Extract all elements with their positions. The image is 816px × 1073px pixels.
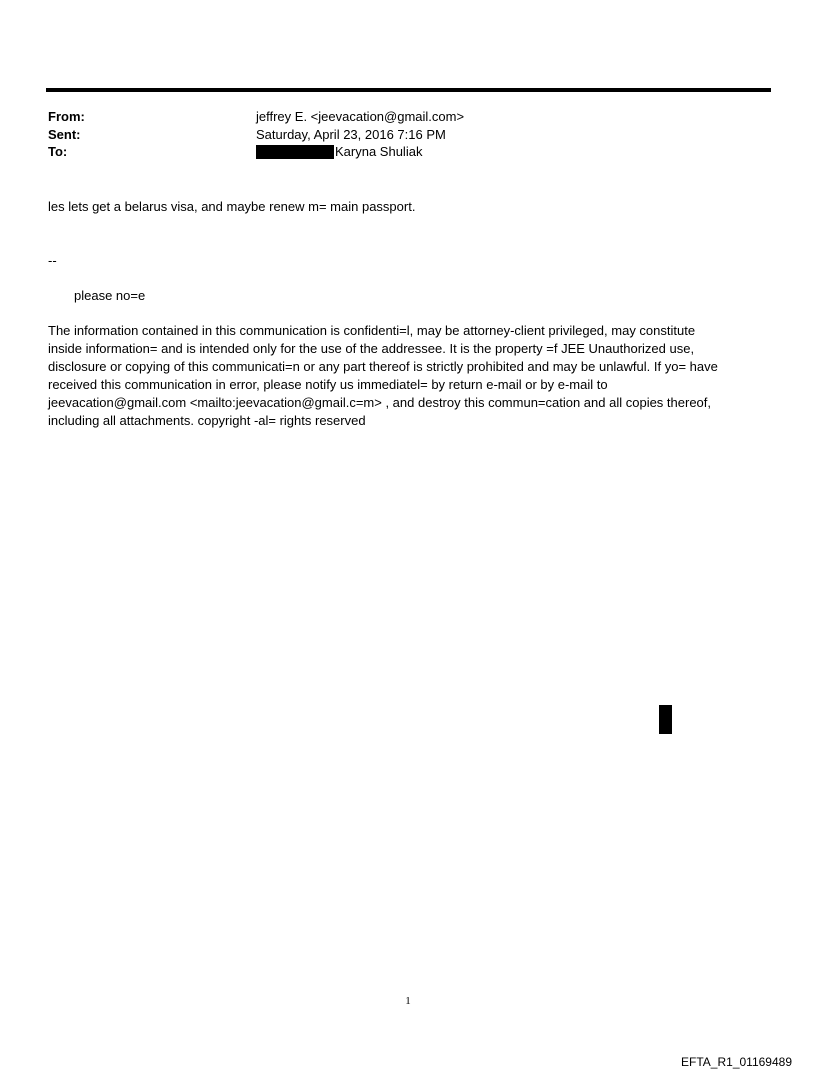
message-body-line: les lets get a belarus visa, and maybe renew m= main passport. bbox=[48, 199, 416, 214]
to-row bbox=[48, 143, 748, 161]
disclaimer-line: including all attachments. copyright -al= rights reserved bbox=[48, 413, 366, 429]
from-row bbox=[48, 108, 748, 126]
sent-value: Saturday, April 23, 2016 7:16 PM bbox=[256, 126, 446, 142]
confidentiality-disclaimer bbox=[48, 322, 768, 431]
email-header bbox=[48, 108, 748, 161]
header-rule bbox=[46, 88, 771, 92]
redaction-block bbox=[659, 705, 672, 734]
from-value: jeffrey E. <jeevacation@gmail.com> bbox=[256, 109, 465, 124]
page-number: 1 bbox=[405, 995, 411, 1007]
signature-text: please no=e bbox=[74, 288, 146, 303]
disclaimer-line: The information contained in this communication is confidenti=l, may be attorney-client privileged, may constitute bbox=[48, 323, 696, 338]
to-label: To: bbox=[48, 144, 68, 159]
sent-label: Sent: bbox=[48, 126, 81, 142]
to-value: Karyna Shuliak bbox=[335, 144, 423, 159]
document-id: EFTA_R1_01169489 bbox=[681, 1055, 792, 1069]
disclaimer-line: jeevacation@gmail.com <mailto:jeevacation@gmail.c=m> , and destroy this commun=cation and all copies thereof, bbox=[48, 395, 712, 411]
disclaimer-line: disclosure or copying of this communicati=n or any part thereof is strictly prohibited and may be unlawful. If yo= have bbox=[48, 359, 718, 375]
from-label: From: bbox=[48, 109, 85, 124]
redaction-block bbox=[256, 145, 334, 159]
signature-separator: -- bbox=[48, 253, 57, 268]
disclaimer-line: inside information= and is intended only for the use of the addressee. It is the property =f JEE Unauthorized use, bbox=[48, 341, 695, 357]
sent-row bbox=[48, 126, 748, 144]
to-value-wrapper bbox=[256, 143, 422, 161]
disclaimer-line: received this communication in error, please notify us immediatel= by return e-mail or by e-mail to bbox=[48, 377, 608, 393]
